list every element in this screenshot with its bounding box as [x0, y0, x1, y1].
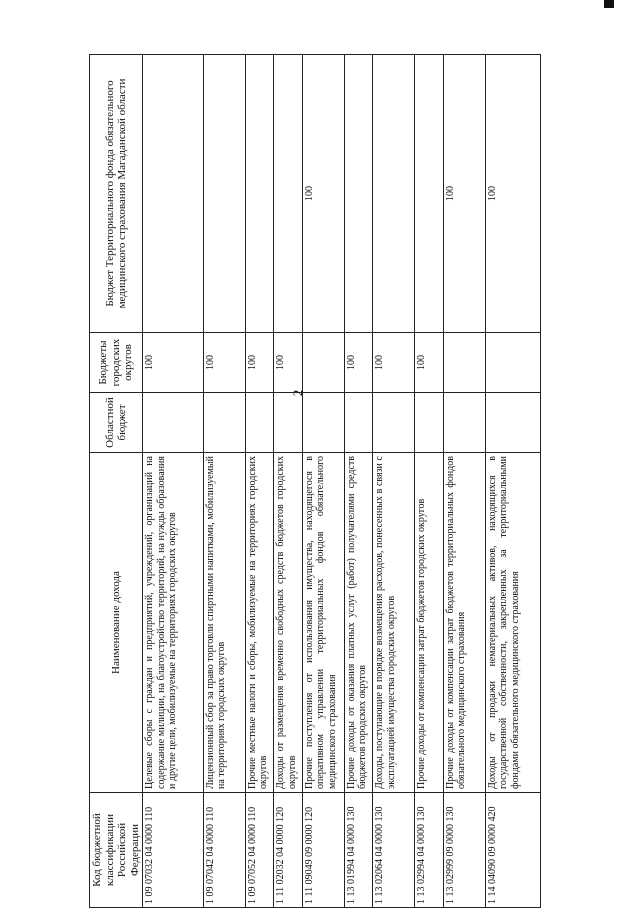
row-urban-value: 100: [415, 333, 444, 393]
row-fund-value: [415, 55, 444, 333]
row-code: 1 09 07032 04 0000 110: [143, 793, 204, 908]
row-urban-value: [443, 333, 485, 393]
row-regional-value: [274, 393, 303, 453]
table-row: [443, 55, 485, 908]
header-name: Наименование дохода: [90, 453, 143, 793]
table-row: [274, 55, 303, 908]
row-income-name: Прочие доходы от оказания платных услуг (работ) получателями средств бюджетов городских округов: [344, 453, 373, 793]
table-header-row: [90, 55, 143, 908]
table-row: [485, 55, 540, 908]
row-fund-value: [245, 55, 274, 333]
row-regional-value: [302, 393, 344, 453]
row-income-name: Прочие доходы от компенсации затрат бюджетов территориальных фондов обязательного медицинского страхования: [443, 453, 485, 793]
header-urban-budgets: Бюджеты городских округов: [90, 333, 143, 393]
row-fund-value: [344, 55, 373, 333]
row-fund-value: 100: [443, 55, 485, 333]
row-regional-value: [415, 393, 444, 453]
row-code: 1 09 07052 04 0000 110: [245, 793, 274, 908]
row-income-name: Целевые сборы с граждан и предприятий, учреждений, организаций на содержание милиции, на благоустройство территорий, на нужды образования и другие цели, мобилизуемые на территориях городских округов: [143, 453, 204, 793]
row-code: 1 09 07042 04 0000 110: [203, 793, 245, 908]
row-urban-value: 100: [274, 333, 303, 393]
row-urban-value: 100: [245, 333, 274, 393]
row-code: 1 11 09049 09 0000 120: [302, 793, 344, 908]
row-regional-value: [443, 393, 485, 453]
header-insurance-fund-budget: Бюджет Территориального фонда обязательного медицинского страхования Магаданской области: [90, 55, 143, 333]
row-income-name: Доходы, поступающие в порядке возмещения расходов, понесенных в связи с эксплуатацией имущества городских округов: [373, 453, 415, 793]
row-urban-value: 100: [203, 333, 245, 393]
table-row: [373, 55, 415, 908]
row-fund-value: [274, 55, 303, 333]
row-code: 1 13 01994 04 0000 130: [344, 793, 373, 908]
table-row: [203, 55, 245, 908]
row-fund-value: [203, 55, 245, 333]
row-code: 1 11 02032 04 0000 120: [274, 793, 303, 908]
row-code: 1 14 04090 09 0000 420: [485, 793, 540, 908]
row-income-name: Доходы от размещения временно свободных средств бюджетов городских округов: [274, 453, 303, 793]
scan-artifact: [604, 0, 614, 8]
table-row: [344, 55, 373, 908]
row-regional-value: [245, 393, 274, 453]
row-fund-value: 100: [302, 55, 344, 333]
row-income-name: Прочие поступления от использования имущества, находящегося в оперативном управлении территориальных фондов обязательного медицинского страхования: [302, 453, 344, 793]
row-regional-value: [485, 393, 540, 453]
table-row: [143, 55, 204, 908]
row-code: 1 13 02999 09 0000 130: [443, 793, 485, 908]
row-urban-value: 100: [373, 333, 415, 393]
table-row: [415, 55, 444, 908]
row-urban-value: 100: [344, 333, 373, 393]
table-row: [245, 55, 274, 908]
row-regional-value: [344, 393, 373, 453]
row-income-name: Прочие доходы от компенсации затрат бюджетов городских округов: [415, 453, 444, 793]
header-regional-budget: Областной бюджет: [90, 393, 143, 453]
row-code: 1 13 02064 04 0000 130: [373, 793, 415, 908]
row-income-name: Прочие местные налоги и сборы, мобилизуемые на территориях городских округов: [245, 453, 274, 793]
row-urban-value: [485, 333, 540, 393]
row-regional-value: [373, 393, 415, 453]
row-fund-value: [143, 55, 204, 333]
revenue-table-container: [89, 55, 521, 904]
table-row: [302, 55, 344, 908]
row-regional-value: [143, 393, 204, 453]
row-fund-value: 100: [485, 55, 540, 333]
row-fund-value: [373, 55, 415, 333]
row-income-name: Лицензионный сбор за право торговли спиртными напитками, мобилизуемый на территориях городских округов: [203, 453, 245, 793]
header-code: Код бюджетной классификации Российской Федерации: [90, 793, 143, 908]
page-number: 2: [290, 389, 305, 397]
row-code: 1 13 02994 04 0000 130: [415, 793, 444, 908]
row-urban-value: [302, 333, 344, 393]
row-income-name: Доходы от продажи нематериальных активов, находящихся в государственной собственности, закрепленных за территориальными фондами обязательного медицинского страхования: [485, 453, 540, 793]
row-urban-value: 100: [143, 333, 204, 393]
revenue-distribution-table: [89, 54, 541, 908]
row-regional-value: [203, 393, 245, 453]
